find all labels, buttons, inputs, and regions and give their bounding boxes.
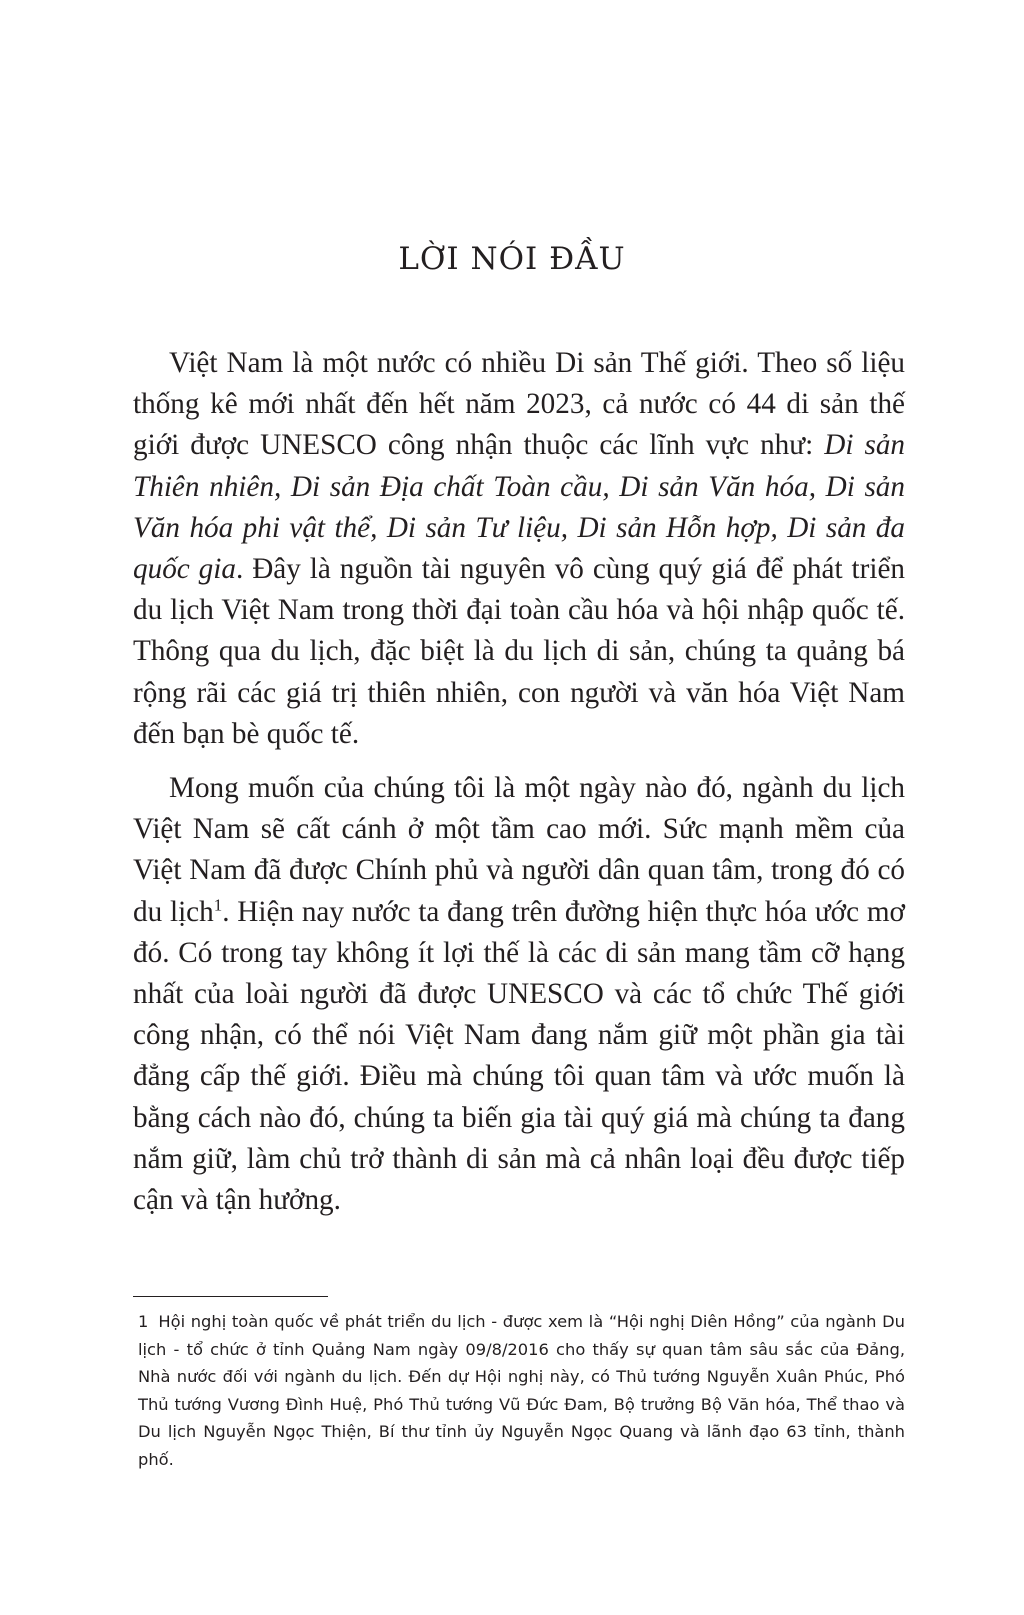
paragraph-1-rest: . Đây là nguồn tài nguyên vô cùng quý giá để phát triển du lịch Việt Nam trong thời đại toàn cầu hóa và hội nhập quốc tế. Thông qua du lịch, đặc biệt là du lịch di sản, chúng ta quảng bá rộng rãi các giá trị thiên nhiên, con người và văn hóa Việt Nam đến bạn bè quốc tế. [133, 553, 905, 750]
footnote-reference[interactable]: 1 [213, 894, 223, 914]
footnote-text: Hội nghị toàn quốc về phát triển du lịch - được xem là “Hội nghị Diên Hồng” của ngành Du lịch - tổ chức ở tỉnh Quảng Nam ngày 09/8/2016 cho thấy sự quan tâm sâu sắc của Đảng, Nhà nước đối với ngành du lịch. Đến dự Hội nghị này, có Thủ tướng Nguyễn Xuân Phúc, Phó Thủ tướng Vương Đình Huệ, Phó Thủ tướng Vũ Đức Đam, Bộ trưởng Bộ Văn hóa, Thể thao và Du lịch Nguyễn Ngọc Thiện, Bí thư tỉnh ủy Nguyễn Ngọc Quang và lãnh đạo 63 tỉnh, thành phố. [138, 1312, 905, 1469]
paragraph-2-intro: Mong muốn của chúng tôi là một ngày nào đó, ngành du lịch Việt Nam sẽ cất cánh ở một tầm cao mới. Sức mạnh mềm của Việt Nam đã được Chính phủ và người dân quan tâm, trong đó có du lịch [133, 772, 905, 928]
paragraph-1 [133, 343, 905, 755]
paragraph-1-intro: Việt Nam là một nước có nhiều Di sản Thế giới. Theo số liệu thống kê mới nhất đến hết năm 2023, cả nước có 44 di sản thế giới được UNESCO công nhận thuộc các lĩnh vực như: [133, 347, 905, 462]
heritage-categories: Di sản Thiên nhiên, Di sản Địa chất Toàn cầu, Di sản Văn hóa, Di sản Văn hóa phi vật thể, Di sản Tư liệu, Di sản Hỗn hợp, Di sản đa quốc gia [133, 429, 906, 586]
footnote-number: 1 [138, 1312, 149, 1331]
footnote [138, 1308, 905, 1473]
body-text [133, 343, 905, 1234]
paragraph-2-rest: . Hiện nay nước ta đang trên đường hiện thực hóa ước mơ đó. Có trong tay không ít lợi thế là các di sản mang tầm cỡ hạng nhất của loài người đã được UNESCO và các tổ chức Thế giới công nhận, có thể nói Việt Nam đang nắm giữ một phần gia tài đẳng cấp thế giới. Điều mà chúng tôi quan tâm và ước muốn là bằng cách nào đó, chúng ta biến gia tài quý giá mà chúng ta đang nắm giữ, làm chủ trở thành di sản mà cả nhân loại đều được tiếp cận và tận hưởng. [133, 895, 905, 1217]
paragraph-2 [133, 768, 905, 1221]
page-title: LỜI NÓI ĐẦU [398, 241, 626, 277]
footnote-divider [133, 1296, 328, 1297]
